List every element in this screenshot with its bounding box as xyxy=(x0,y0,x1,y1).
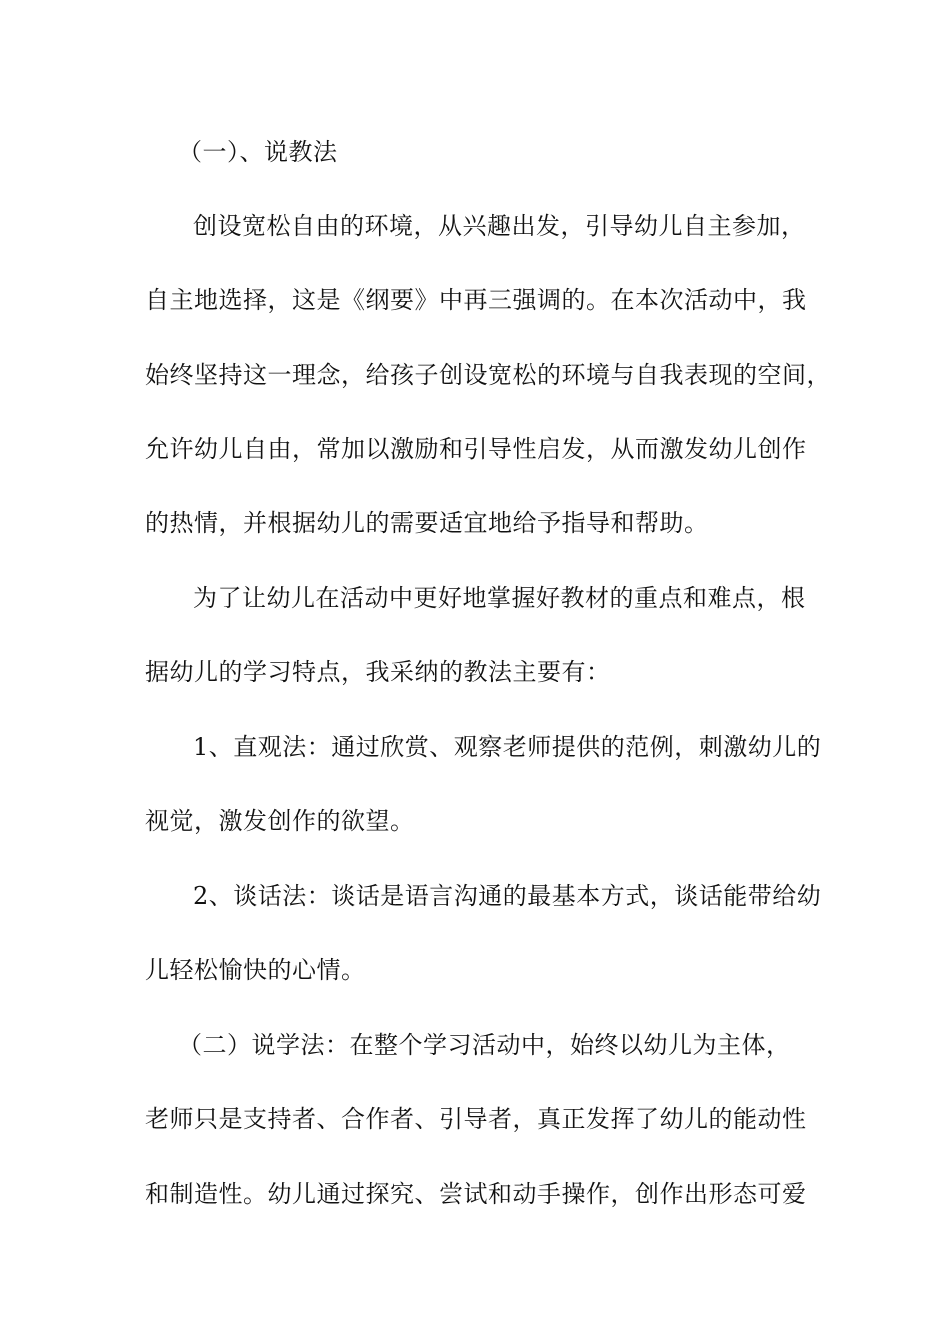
paragraph-line: 创设宽松自由的环境，从兴趣出发，引导幼儿自主参加， xyxy=(193,212,806,240)
paragraph-line: 儿轻松愉快的心情。 xyxy=(145,956,366,984)
paragraph-line: 的热情，并根据幼儿的需要适宜地给予指导和帮助。 xyxy=(145,509,709,537)
section-heading-learning-method: （二）说学法：在整个学习活动中，始终以幼儿为主体， xyxy=(178,1031,791,1059)
paragraph-line: 允许幼儿自由，常加以激励和引导性启发，从而激发幼儿创作 xyxy=(145,435,807,463)
section-heading-teaching-method: （一）、说教法 xyxy=(178,138,338,166)
paragraph-line: 为了让幼儿在活动中更好地掌握好教材的重点和难点，根 xyxy=(193,584,806,612)
paragraph-line: 始终坚持这一理念，给孩子创设宽松的环境与自我表现的空间， xyxy=(145,361,831,389)
paragraph-line: 视觉，激发创作的欲望。 xyxy=(145,807,415,835)
paragraph-line: 据幼儿的学习特点，我采纳的教法主要有： xyxy=(145,658,611,686)
list-item-conversation-method: 2、谈话法：谈话是语言沟通的最基本方式，谈话能带给幼 xyxy=(193,882,822,910)
list-item-intuitive-method: 1、直观法：通过欣赏、观察老师提供的范例，刺激幼儿的 xyxy=(193,733,822,761)
paragraph-line: 和制造性。幼儿通过探究、尝试和动手操作，创作出形态可爱 xyxy=(145,1180,807,1208)
paragraph-line: 自主地选择，这是《纲要》中再三强调的。在本次活动中，我 xyxy=(145,286,807,314)
paragraph-line: 老师只是支持者、合作者、引导者，真正发挥了幼儿的能动性 xyxy=(145,1105,807,1133)
